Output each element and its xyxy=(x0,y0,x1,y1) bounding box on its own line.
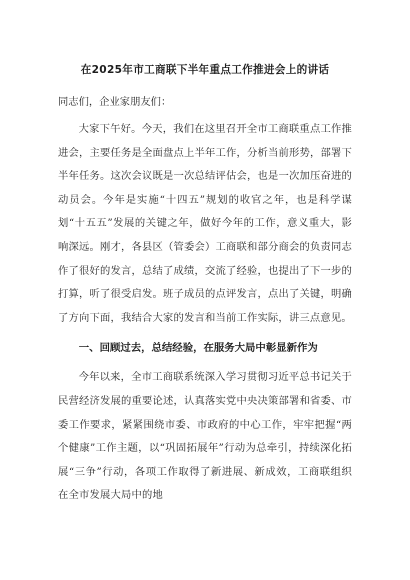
document-title: 在2025年市工商联下半年重点工作推进会上的讲话 xyxy=(80,64,330,76)
salutation: 同志们，企业家朋友们： xyxy=(58,96,172,108)
section-1-paragraph: 今年以来，全市工商联系统深入学习贯彻习近平总书记关于民营经济发展的重要论述，认真落实党中央决策部署和省委、市委工作要求，紧紧围绕市委、市政府的中心工作，牢牢把握“两个健康”工作主题，以“巩固拓展年”行动为总牵引，持续深化拓展“三争”行动，各项工作取得了新进展、新成效，工商联组织在全市发展大局中的地 xyxy=(58,371,352,502)
opening-paragraph: 大家下午好。今天，我们在这里召开全市工商联重点工作推进会，主要任务是全面盘点上半年工作，分析当前形势，部署下半年任务。这次会议既是一次总结评估会，也是一次加压奋进的动员会。今年是实施“十四五”规划的收官之年，也是科学谋划“十五五”发展的关键之年，做好今年的工作，意义重大，影响深远。刚才，各县区（管委会）工商联和部分商会的负责同志作了很好的发言，总结了成绩，交流了经验，也提出了下一步的打算，听了很受启发。班子成员的点评发言，点出了关键，明确了方向下面，我结合大家的发言和当前工作实际，讲三点意见。 xyxy=(58,123,352,324)
section-heading-1: 一、回顾过去，总结经验，在服务大局中彰显新作为 xyxy=(78,342,318,355)
